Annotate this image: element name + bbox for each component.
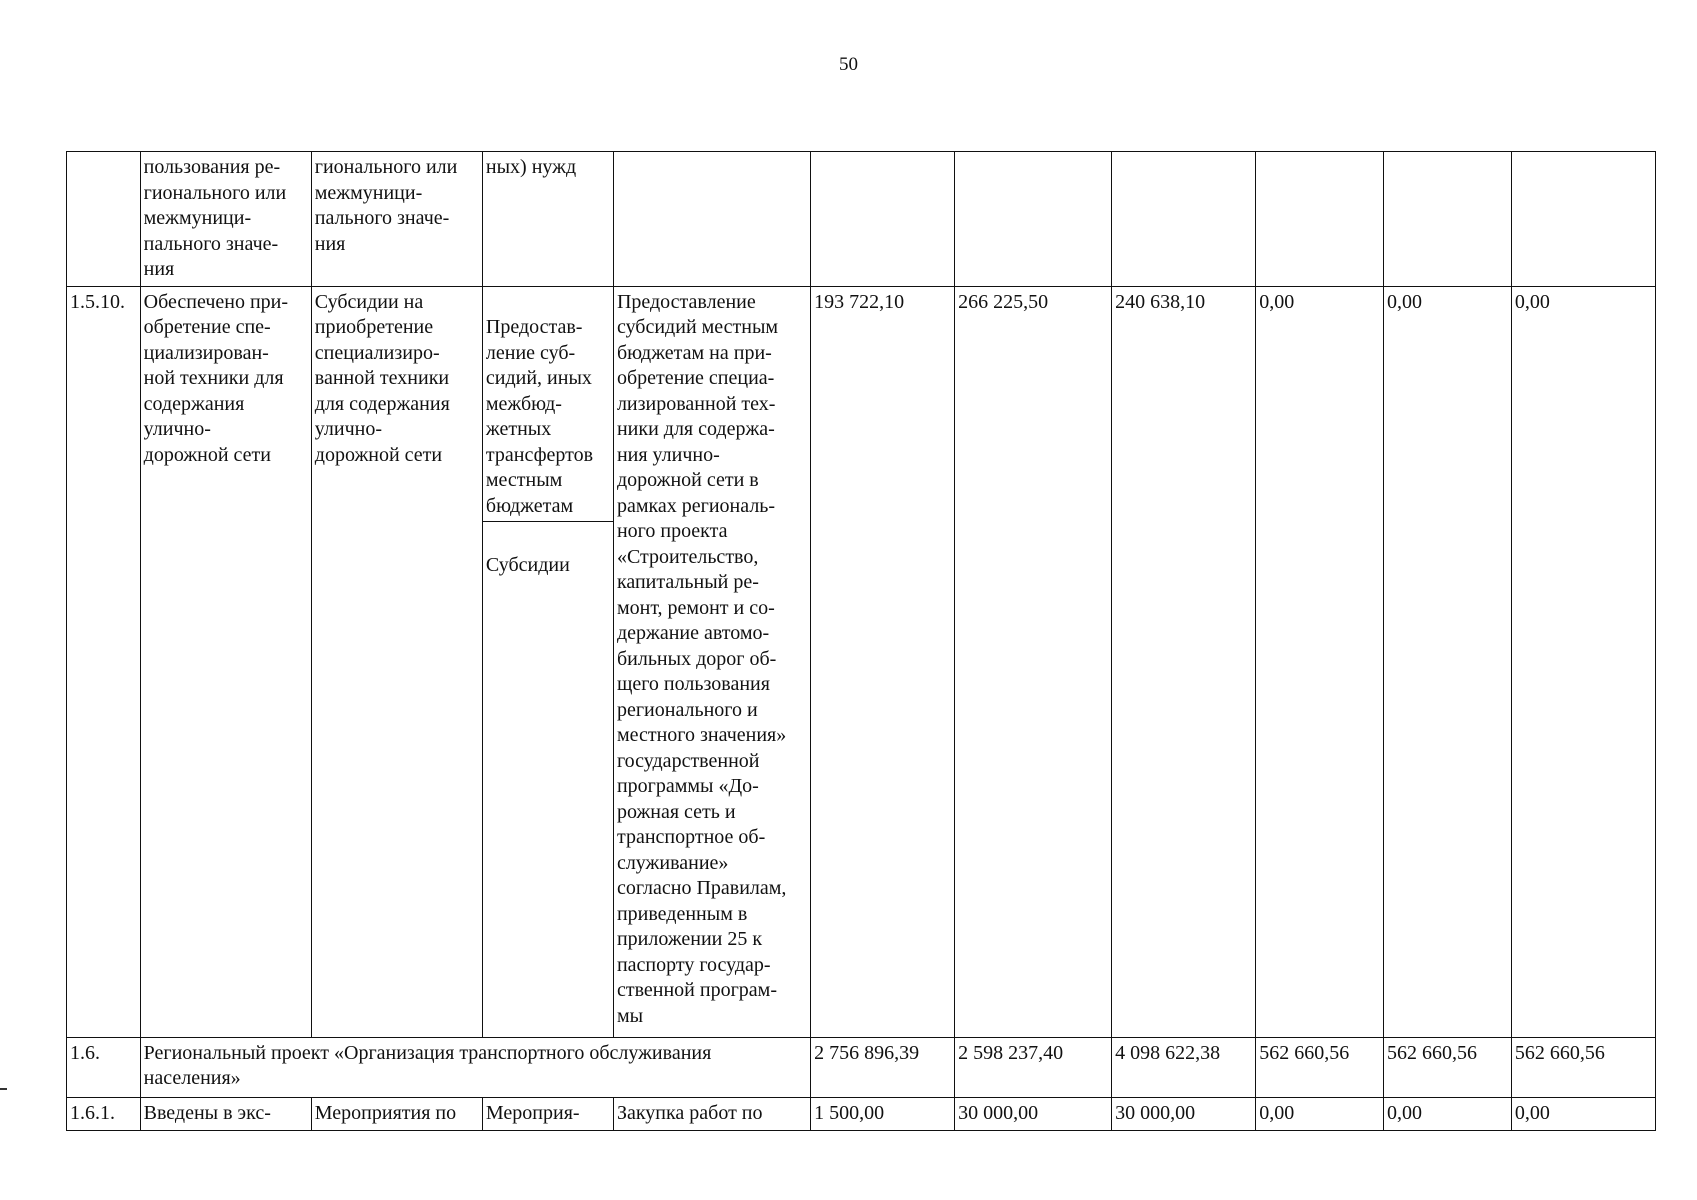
cell-value-6: 562 660,56 bbox=[1511, 1037, 1655, 1097]
cell-value-4: 0,00 bbox=[1256, 1097, 1384, 1130]
page-number: 50 bbox=[839, 54, 858, 75]
cell-type-bottom: Субсидии bbox=[485, 553, 570, 576]
cell-type: Мероприя- bbox=[482, 1097, 613, 1130]
cell-value-3: 30 000,00 bbox=[1112, 1097, 1256, 1130]
cell-value-1 bbox=[811, 152, 955, 287]
cell-value-6: 0,00 bbox=[1511, 1097, 1655, 1130]
cell-type: ных) нужд bbox=[482, 152, 613, 287]
cell-measure: Мероприятия по bbox=[311, 1097, 482, 1130]
cell-value-6 bbox=[1511, 152, 1655, 287]
cell-description: Предоставление субсидий местным бюджетам на при- обретение специа- лизированной тех- ники для содержа- ния улично- дорожной сети в рамках региональ- ного проекта «Строительство, капитальный ре- монт, ремонт и со- держание автомо- бильных дорог об- щего пользования регионального и местного значения» государственной программы «До- рожная сеть и транспортное об- служивание» согласно Правилам, приведенным в приложении 25 к паспорту государ- ственной програм- мы bbox=[613, 286, 810, 1037]
cell-measure: Субсидии на приобретение специализиро- ванной техники для содержания улично- дорожной сети bbox=[311, 286, 482, 1037]
table-row-1-5-10 bbox=[67, 286, 1656, 1037]
scan-edge-mark bbox=[0, 1088, 7, 1090]
cell-value-1: 1 500,00 bbox=[811, 1097, 955, 1130]
cell-value-5: 0,00 bbox=[1384, 1097, 1512, 1130]
cell-type bbox=[482, 286, 613, 1037]
cell-value-2: 266 225,50 bbox=[955, 286, 1112, 1037]
cell-value-4 bbox=[1256, 152, 1384, 287]
cell-value-3: 4 098 622,38 bbox=[1112, 1037, 1256, 1097]
cell-value-1: 2 756 896,39 bbox=[811, 1037, 955, 1097]
cell-value-4: 562 660,56 bbox=[1256, 1037, 1384, 1097]
cell-value-5 bbox=[1384, 152, 1512, 287]
cell-project-title: Региональный проект «Организация транспортного обслуживания населения» bbox=[140, 1037, 810, 1097]
cell-value-5: 0,00 bbox=[1384, 286, 1512, 1037]
cell-value-3 bbox=[1112, 152, 1256, 287]
cell-result: Введены в экс- bbox=[140, 1097, 311, 1130]
cell-type-top: Предостав- ление суб- сидий, иных межбюд- жетных трансфертов местным бюджетам bbox=[483, 315, 613, 522]
cell-value-4: 0,00 bbox=[1256, 286, 1384, 1037]
cell-num: 1.5.10. bbox=[67, 286, 141, 1037]
cell-value-6: 0,00 bbox=[1511, 286, 1655, 1037]
budget-table bbox=[66, 151, 1656, 1131]
cell-measure: гионального или межмуници- пального значе- ния bbox=[311, 152, 482, 287]
cell-num: 1.6.1. bbox=[67, 1097, 141, 1130]
table-row-1-6-1 bbox=[67, 1097, 1656, 1130]
cell-value-2 bbox=[955, 152, 1112, 287]
table-row-carryover bbox=[67, 152, 1656, 287]
cell-value-5: 562 660,56 bbox=[1384, 1037, 1512, 1097]
cell-value-3: 240 638,10 bbox=[1112, 286, 1256, 1037]
cell-value-1: 193 722,10 bbox=[811, 286, 955, 1037]
cell-value-2: 2 598 237,40 bbox=[955, 1037, 1112, 1097]
cell-description: Закупка работ по bbox=[613, 1097, 810, 1130]
cell-description bbox=[613, 152, 810, 287]
cell-result: Обеспечено при- обретение спе- циализирован- ной техники для содержания улично- дорожной сети bbox=[140, 286, 311, 1037]
cell-result: пользования ре- гионального или межмуници- пального значе- ния bbox=[140, 152, 311, 287]
cell-num bbox=[67, 152, 141, 287]
cell-value-2: 30 000,00 bbox=[955, 1097, 1112, 1130]
table-row-1-6 bbox=[67, 1037, 1656, 1097]
cell-num: 1.6. bbox=[67, 1037, 141, 1097]
